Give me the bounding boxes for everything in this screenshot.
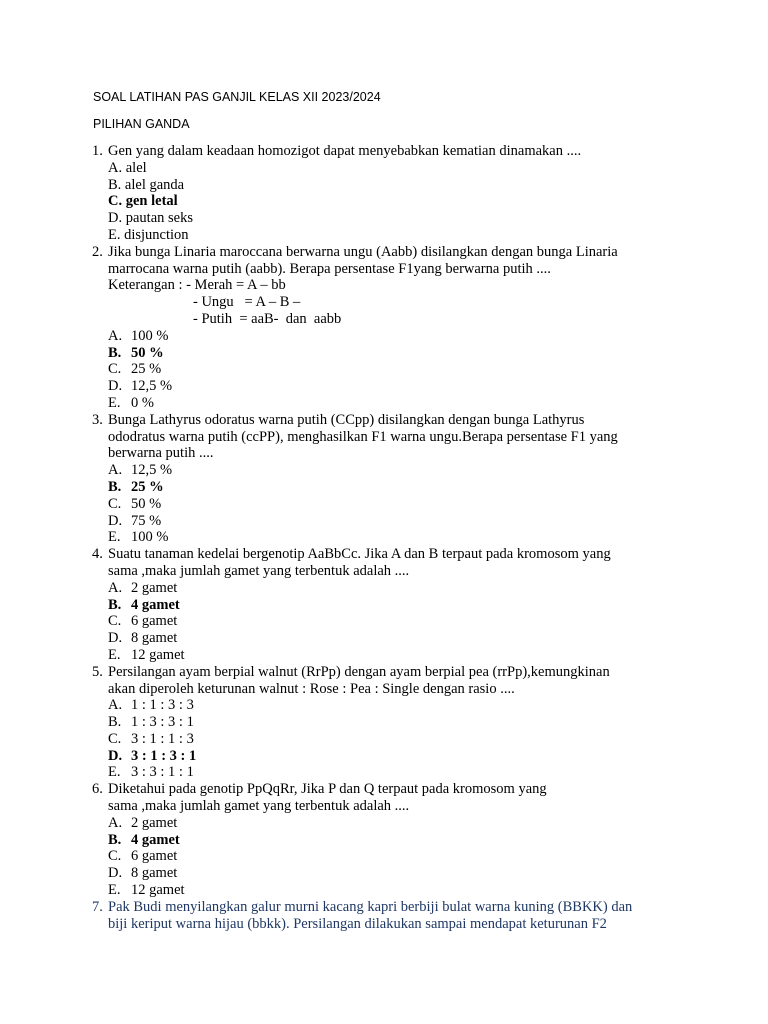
option-d: D. 12,5 %	[108, 378, 173, 395]
option-b-answer: B. 50 %	[108, 344, 164, 361]
option-e: E. disjunction	[108, 226, 189, 243]
section-heading: PILIHAN GANDA	[93, 117, 190, 131]
option-c: C. 6 gamet	[108, 848, 178, 865]
question-number: 6.	[92, 781, 103, 798]
question-text: Suatu tanaman kedelai bergenotip AaBbCc. Jika A dan B terpaut pada kromosom yang	[108, 546, 611, 563]
option-e: E. 100 %	[108, 529, 169, 546]
question-5	[0, 664, 768, 782]
keterangan-line: - Ungu = A – B –	[193, 294, 301, 311]
question-text: Diketahui pada genotip PpQqRr, Jika P dan Q terpaut pada kromosom yang	[108, 781, 547, 798]
option-a: A. alel	[108, 159, 147, 176]
option-d: D. 8 gamet	[108, 630, 178, 647]
option-b-answer: B. 25 %	[108, 478, 164, 495]
question-text: ododratus warna putih (ccPP), menghasilkan F1 warna ungu.Berapa persentase F1 yang	[108, 428, 618, 445]
question-6	[0, 781, 768, 899]
option-b-answer: B. 4 gamet	[108, 831, 180, 848]
document-title: SOAL LATIHAN PAS GANJIL KELAS XII 2023/2024	[93, 90, 381, 104]
question-1	[0, 143, 768, 244]
option-b: B. alel ganda	[108, 176, 185, 193]
option-c: C. 50 %	[108, 495, 162, 512]
option-e: E. 12 gamet	[108, 646, 185, 663]
option-b: B. 1 : 3 : 3 : 1	[108, 714, 194, 731]
option-a: A. 12,5 %	[108, 462, 173, 479]
question-number: 7.	[92, 898, 103, 915]
option-a: A. 2 gamet	[108, 579, 178, 596]
question-list	[0, 143, 768, 932]
question-text: sama ,maka jumlah gamet yang terbentuk adalah ....	[108, 798, 410, 815]
option-c: C. 3 : 1 : 1 : 3	[108, 730, 194, 747]
question-number: 2.	[92, 243, 103, 260]
question-number: 5.	[92, 663, 103, 680]
question-7	[0, 899, 768, 933]
option-e: E. 12 gamet	[108, 882, 185, 899]
question-number: 4.	[92, 546, 103, 563]
keterangan-line: - Putih = aaB- dan aabb	[193, 310, 342, 327]
option-a: A. 2 gamet	[108, 814, 178, 831]
option-a: A. 1 : 1 : 3 : 3	[108, 697, 194, 714]
question-number: 3.	[92, 411, 103, 428]
option-d: D. pautan seks	[108, 210, 193, 227]
question-4	[0, 546, 768, 664]
question-number: 1.	[92, 143, 103, 159]
option-d: D. 8 gamet	[108, 865, 178, 882]
question-text: sama ,maka jumlah gamet yang terbentuk adalah ....	[108, 562, 410, 579]
question-text: Bunga Lathyrus odoratus warna putih (CCpp) disilangkan dengan bunga Lathyrus	[108, 411, 585, 428]
question-text: akan diperoleh keturunan walnut : Rose : Pea : Single dengan rasio ....	[108, 680, 515, 697]
question-text: biji keriput warna hijau (bbkk). Persilangan dilakukan sampai mendapat keturunan F2	[108, 915, 607, 932]
question-text: marrocana warna putih (aabb). Berapa persentase F1yang berwarna putih ....	[108, 260, 551, 277]
option-c: C. 25 %	[108, 361, 162, 378]
option-e: E. 3 : 3 : 1 : 1	[108, 764, 194, 781]
question-2	[0, 244, 768, 412]
question-text: berwarna putih ....	[108, 445, 214, 462]
option-a: A. 100 %	[108, 327, 169, 344]
question-text: Pak Budi menyilangkan galur murni kacang kapri berbiji bulat warna kuning (BBKK) dan	[108, 898, 633, 915]
question-text: Persilangan ayam berpial walnut (RrPp) dengan ayam berpial pea (rrPp),kemungkinan	[108, 663, 610, 680]
option-b-answer: B. 4 gamet	[108, 596, 180, 613]
option-c-answer: C. gen letal	[108, 193, 178, 210]
option-d: D. 75 %	[108, 512, 162, 529]
option-c: C. 6 gamet	[108, 613, 178, 630]
keterangan-line: Keterangan : - Merah = A – bb	[108, 277, 286, 294]
question-3	[0, 412, 768, 546]
question-text: Jika bunga Linaria maroccana berwarna ungu (Aabb) disilangkan dengan bunga Linaria	[108, 243, 618, 260]
option-e: E. 0 %	[108, 394, 154, 411]
question-text: Gen yang dalam keadaan homozigot dapat menyebabkan kematian dinamakan ....	[108, 143, 582, 159]
option-d-answer: D. 3 : 1 : 3 : 1	[108, 747, 197, 764]
